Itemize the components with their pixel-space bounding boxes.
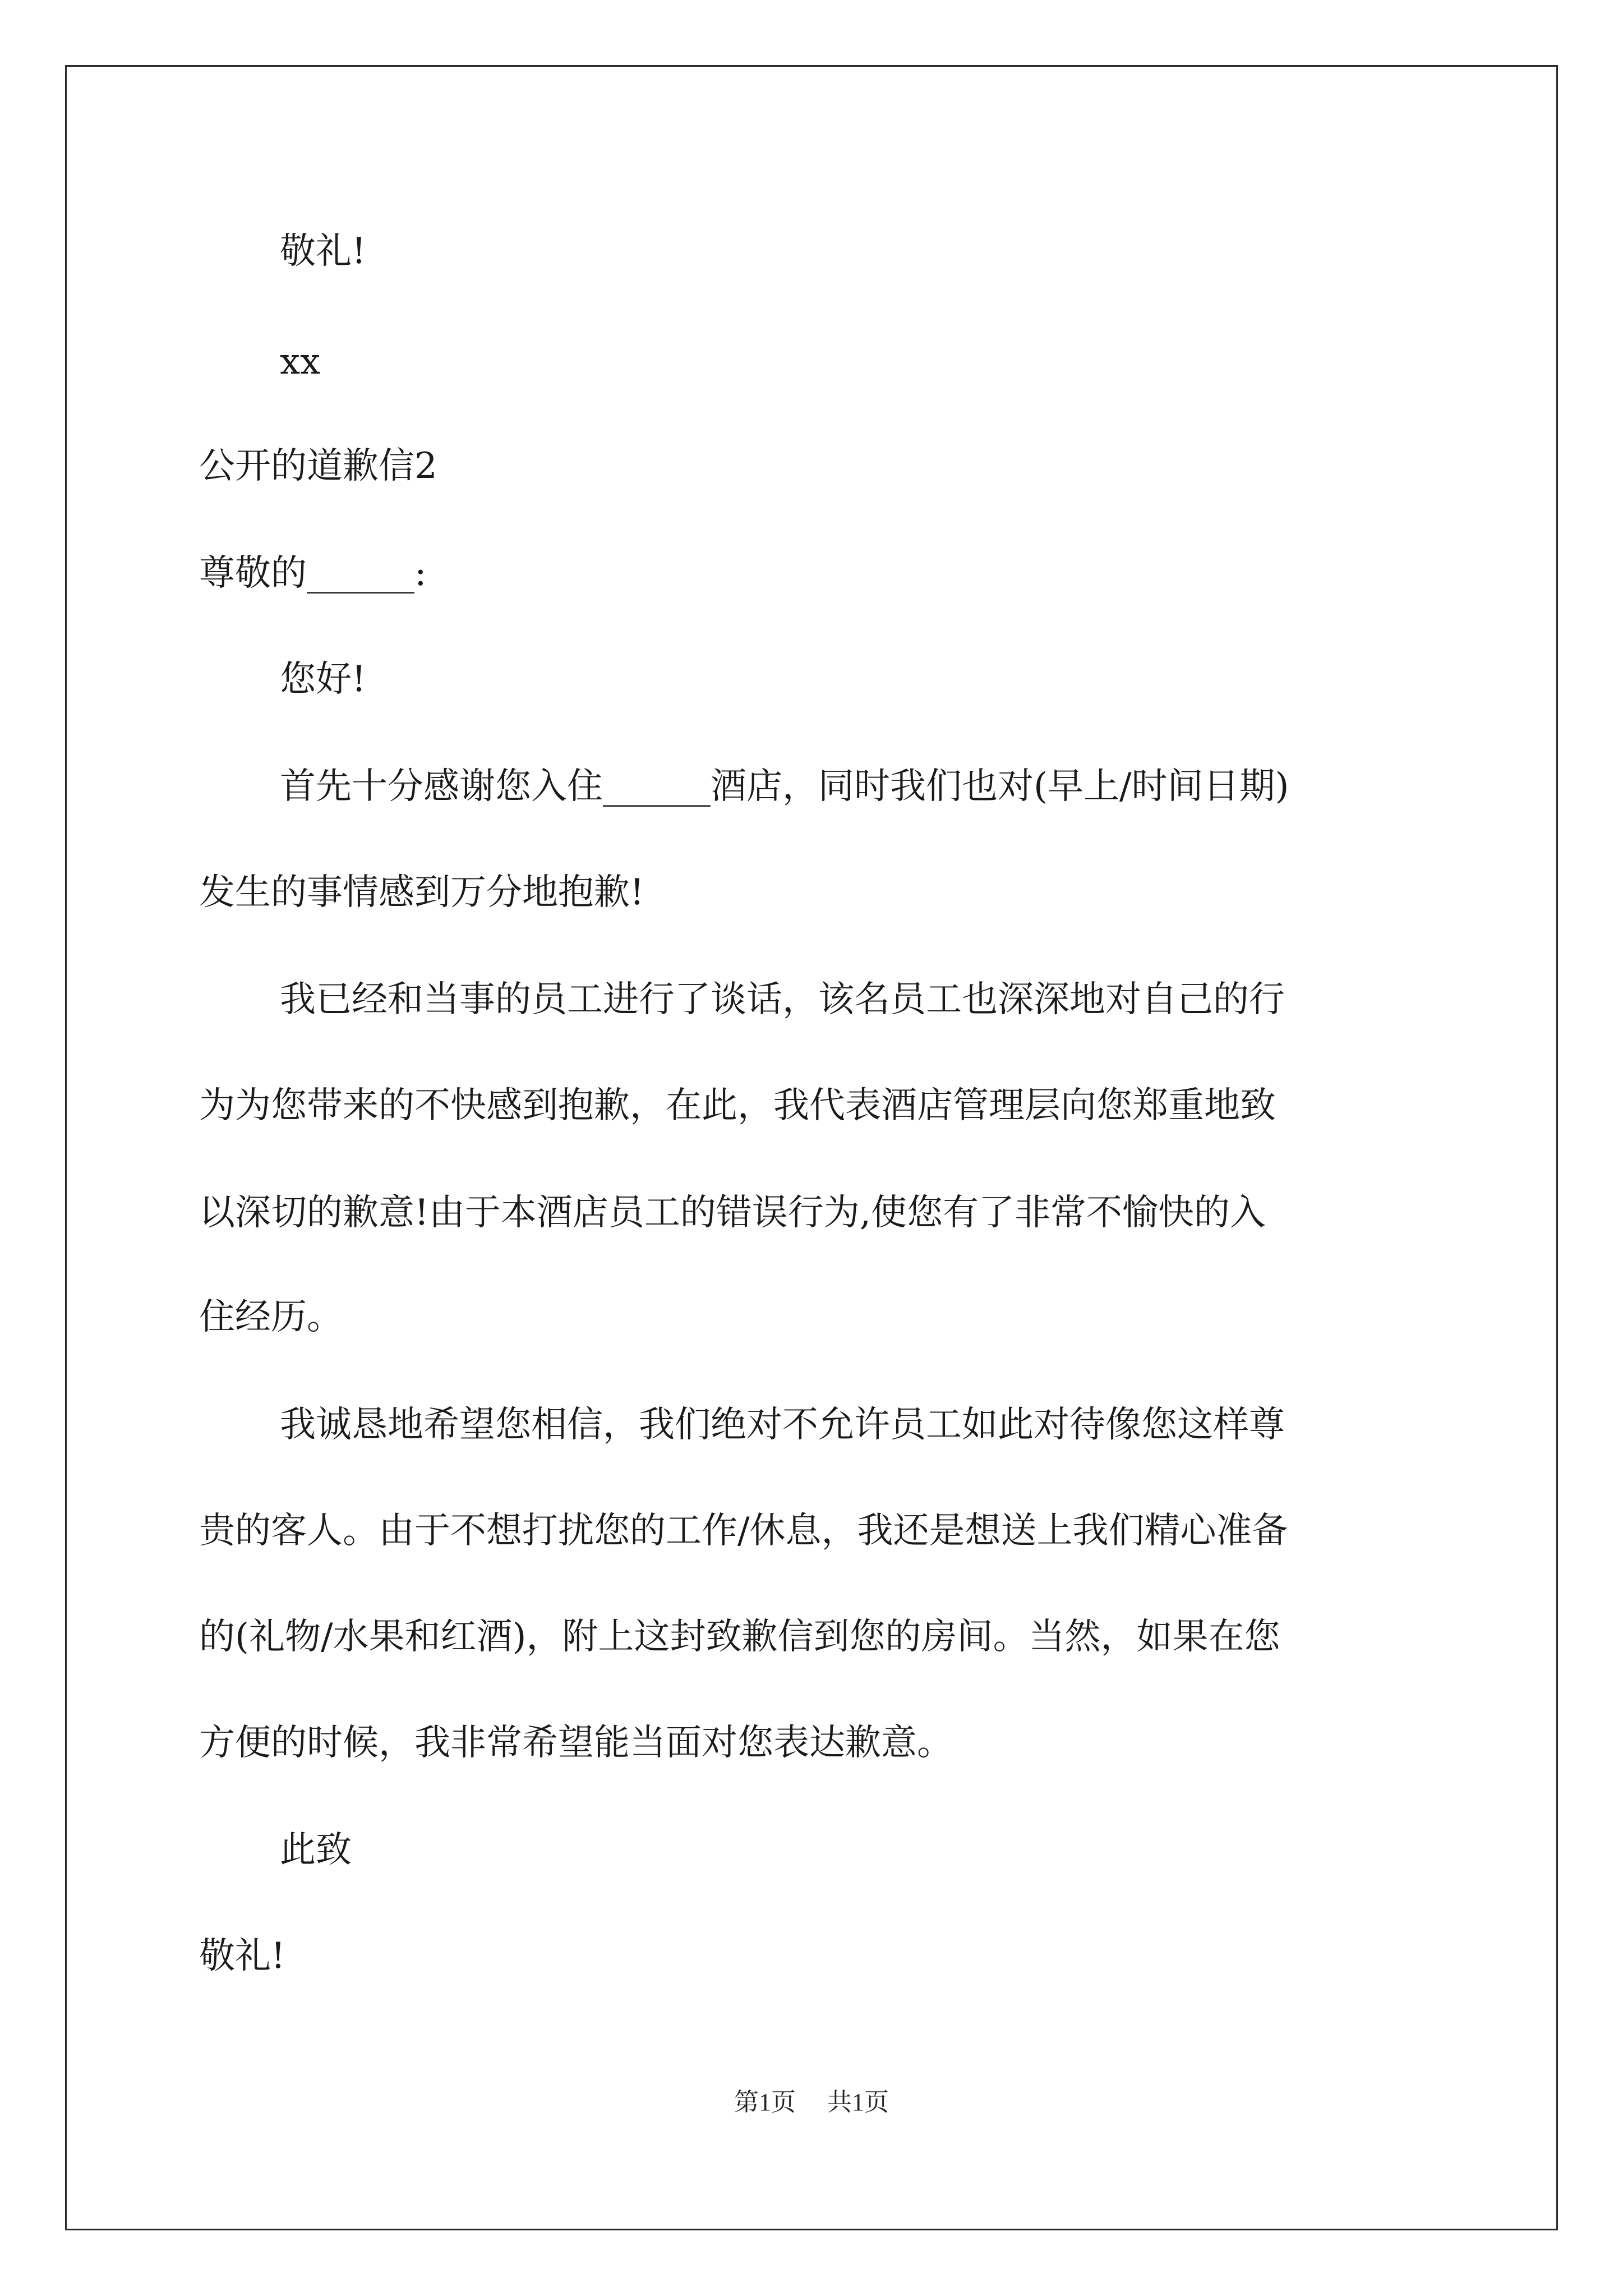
page-number: 第1页 (734, 2088, 796, 2116)
paragraph-1-line-1: 首先十分感谢您入住______酒店，同时我们也对(早上/时间日期) (280, 766, 1289, 807)
closing-salute-2: 敬礼! (199, 1935, 285, 1977)
greeting: 您好! (280, 659, 366, 700)
page-footer (0, 2087, 1623, 2118)
paragraph-3-line-1: 我诚恳地希望您相信，我们绝对不允许员工如此对待像您这样尊 (280, 1404, 1285, 1446)
paragraph-2-line-4: 住经历。 (199, 1296, 343, 1338)
salutation: 尊敬的______: (199, 553, 427, 594)
paragraph-2-line-3: 以深切的歉意!由于本酒店员工的错误行为,使您有了非常不愉快的入 (199, 1192, 1266, 1234)
closing-phrase: 此致 (280, 1829, 352, 1871)
page-total: 共1页 (827, 2088, 889, 2116)
closing-salute-1: 敬礼! (280, 231, 366, 272)
paragraph-2-line-1: 我已经和当事的员工进行了谈话，该名员工也深深地对自己的行 (280, 979, 1285, 1020)
signature-name: xx (280, 341, 321, 383)
letter-title: 公开的道歉信2 (199, 445, 437, 487)
paragraph-3-line-3: 的(礼物/水果和红酒)，附上这封致歉信到您的房间。当然，如果在您 (199, 1616, 1280, 1658)
paragraph-3-line-2: 贵的客人。由于不想打扰您的工作/休息，我还是想送上我们精心准备 (199, 1510, 1288, 1552)
paragraph-3-line-4: 方便的时候，我非常希望能当面对您表达歉意。 (199, 1722, 953, 1764)
paragraph-2-line-2: 为为您带来的不快感到抱歉，在此，我代表酒店管理层向您郑重地致 (199, 1085, 1276, 1126)
page-border (65, 65, 1558, 2230)
paragraph-1-line-2: 发生的事情感到万分地抱歉! (199, 872, 644, 913)
